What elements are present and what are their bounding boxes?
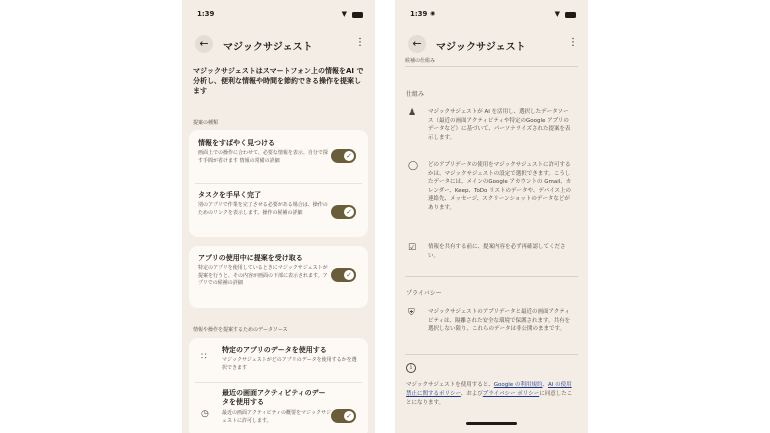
section-header-suggestion-types: 提案の種類 <box>193 120 219 126</box>
check-icon: ✓ <box>344 207 354 217</box>
footer-text: に同意したことになります。 <box>406 390 573 406</box>
terms-link[interactable]: Google の利用規約 <box>493 382 543 388</box>
battery-icon <box>352 12 363 18</box>
row-subtitle: 最近の画面アクティビティの概要をマジックサジェストに許可します。 <box>222 410 331 424</box>
row-subtitle: 特定のアプリを使用しているときにマジックサジェストが提案を行うと、その内容が画面の下部に表示されます。アプリでの候補の詳細 <box>198 265 328 286</box>
activity-icon: ◷ <box>201 409 209 419</box>
gesture-bar[interactable] <box>466 422 517 425</box>
footer-text: 、および <box>460 390 483 397</box>
person-icon: ♟ <box>408 108 417 118</box>
shield-icon: ⛨ <box>408 308 415 318</box>
check-icon: ✓ <box>344 151 354 161</box>
page-title: マジックサジェスト <box>223 42 313 53</box>
toggle-switch[interactable] <box>331 409 356 423</box>
row-subtitle: 別のアプリで作業を完了させる必要がある場合は、操作のためのリンクを表示します。操作の候補の詳細 <box>198 202 328 216</box>
toggle-switch[interactable] <box>331 268 356 282</box>
intro-text: マジックサジェストはスマートフォン上の情報をAI で分析し、便利な情報や時間を節約できる操作を提案します <box>193 67 364 95</box>
row-complete-tasks[interactable] <box>189 184 368 237</box>
app-bar <box>395 34 588 56</box>
settings-screen <box>182 0 375 433</box>
row-find-info[interactable] <box>189 130 368 183</box>
page-title: マジックサジェスト <box>436 42 526 53</box>
ai-policy-link[interactable]: AI の使用禁止に関するポリシー <box>406 382 572 397</box>
status-bar <box>195 9 363 21</box>
footer-text: マジックサジェストを使用すると、 <box>406 382 494 388</box>
notification-icon: ◉ <box>430 10 436 17</box>
footer-text: 、 <box>542 382 548 388</box>
legal-footer <box>406 381 576 407</box>
divider <box>405 354 578 355</box>
row-title: 最近の画面アクティビティのデータを使用する <box>222 389 326 406</box>
toggle-switch[interactable] <box>331 149 356 163</box>
more-options-icon[interactable]: ⋮ <box>568 37 578 48</box>
privacy-policy-link[interactable]: プライバシー ポリシー <box>482 390 540 397</box>
how-item: マジックサジェストが AI を活用し、選択したデータソース（最近の画面アクティビティや特定のGoogle アプリのデータなど）に基づいて、パーソナライズされた提案を表示します。 <box>428 109 571 141</box>
suggestion-types-card <box>189 130 368 237</box>
row-title: 情報をすばやく見つける <box>198 139 275 147</box>
toggle-switch[interactable] <box>331 205 356 219</box>
row-title: アプリの使用中に提案を受け取る <box>198 254 303 262</box>
row-subtitle: 画面上での操作に合わせて、必要な情報を表示。自分で探す手間が省けます 情報の常備の詳細 <box>198 150 328 164</box>
data-sources-card <box>189 338 368 433</box>
status-bar <box>408 9 576 21</box>
row-screen-activity[interactable] <box>189 383 368 433</box>
check-icon: ✓ <box>344 411 354 421</box>
row-title: 特定のアプリのデータを使用する <box>222 346 327 354</box>
divider <box>405 66 578 67</box>
row-in-app-suggestions[interactable] <box>189 246 368 308</box>
section-header-data-sources: 情報や操作を提案するためのデータソース <box>193 327 288 333</box>
check-icon: ✓ <box>344 270 354 280</box>
in-app-suggestions-card <box>189 246 368 308</box>
privacy-text: マジックサジェストのアプリデータと最近の画面アクティビティは、隔離された安全な環境で保護されます。共有を選択しない限り、これらのデータは非公開のままです。 <box>428 309 571 333</box>
clipped-text: 候補の仕組み <box>405 58 436 64</box>
info-icon: i <box>406 363 416 373</box>
wifi-icon: ▼ <box>341 10 347 18</box>
divider <box>405 276 578 277</box>
back-arrow-icon[interactable]: ← <box>408 35 426 53</box>
about-screen <box>395 0 588 433</box>
more-options-icon[interactable]: ⋮ <box>355 37 365 48</box>
how-item: どのアプリデータの使用をマジックサジェストに許可するかは、マジックサジェストの設定で選択できます。こうしたデータには、メインのGoogle アカウントの Gmail、カレンダー、Keep、ToDo リストのデータや、デバイス上の連絡先、メッセージ、スクリーンショットのデータなどがあります。 <box>428 162 572 211</box>
toggle-icon: ◯ <box>408 161 419 171</box>
check-icon: ☑ <box>408 243 417 253</box>
battery-icon <box>565 12 576 18</box>
status-time: 1:39 <box>410 10 428 18</box>
app-bar <box>182 34 375 56</box>
section-header-how-it-works: 仕組み <box>406 91 425 98</box>
row-specific-app-data[interactable] <box>189 338 368 382</box>
back-arrow-icon[interactable]: ← <box>195 35 213 53</box>
how-item: 情報を共有する前に、提案内容を必ず再確認してください。 <box>428 244 566 259</box>
section-header-privacy: プライバシー <box>406 290 442 297</box>
row-title: タスクを手早く完了 <box>198 191 261 199</box>
status-time: 1:39 <box>197 10 215 18</box>
wifi-icon: ▼ <box>554 10 560 18</box>
grid-icon: ∷ <box>201 352 207 362</box>
row-subtitle: マジックサジェストがどのアプリのデータを使用するかを選択できます <box>222 357 357 371</box>
